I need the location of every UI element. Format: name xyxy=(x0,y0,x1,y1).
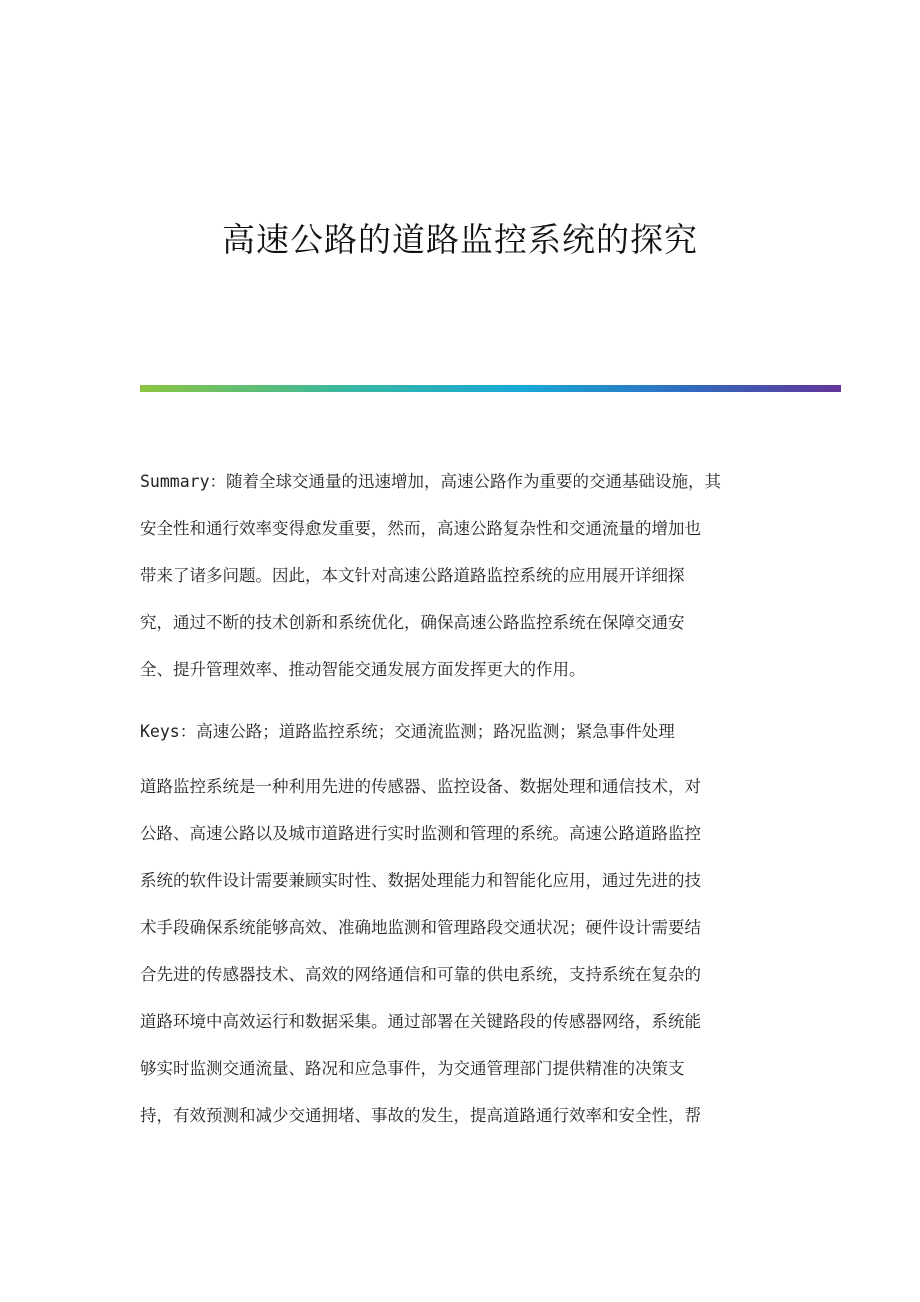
summary-text: 随着全球交通量的迅速增加，高速公路作为重要的交通基础设施，其 xyxy=(226,472,722,491)
document-title: 高速公路的道路监控系统的探究 xyxy=(222,220,698,259)
summary-line: 究，通过不断的技术创新和系统优化，确保高速公路监控系统在保障交通安 xyxy=(140,613,685,632)
summary-section xyxy=(140,468,785,703)
body-line: 合先进的传感器技术、高效的网络通信和可靠的供电系统，支持系统在复杂的 xyxy=(140,965,701,984)
body-line: 道路监控系统是一种利用先进的传感器、监控设备、数据处理和通信技术，对 xyxy=(140,777,701,796)
body-line: 持，有效预测和减少交通拥堵、事故的发生，提高道路通行效率和安全性，帮 xyxy=(140,1106,701,1125)
keys-line xyxy=(140,718,785,765)
summary-line: 全、提升管理效率、推动智能交通发展方面发挥更大的作用。 xyxy=(140,660,586,679)
keys-label: Keys： xyxy=(140,722,197,741)
summary-line xyxy=(140,468,785,515)
body-line: 道路环境中高效运行和数据采集。通过部署在关键路段的传感器网络，系统能 xyxy=(140,1012,701,1031)
keys-section xyxy=(140,718,785,765)
summary-line: 安全性和通行效率变得愈发重要，然而，高速公路复杂性和交通流量的增加也 xyxy=(140,519,701,538)
summary-label: Summary： xyxy=(140,472,227,491)
body-line: 够实时监测交通流量、路况和应急事件，为交通管理部门提供精准的决策支 xyxy=(140,1059,685,1078)
body-line: 术手段确保系统能够高效、准确地监测和管理路段交通状况；硬件设计需要结 xyxy=(140,918,701,937)
keys-text: 高速公路；道路监控系统；交通流监测；路况监测；紧急事件处理 xyxy=(196,722,675,741)
title-divider xyxy=(140,385,841,392)
body-line: 公路、高速公路以及城市道路进行实时监测和管理的系统。高速公路道路监控 xyxy=(140,824,701,843)
summary-line: 带来了诸多问题。因此，本文针对高速公路道路监控系统的应用展开详细探 xyxy=(140,566,685,585)
body-section xyxy=(140,773,785,1149)
body-line: 系统的软件设计需要兼顾实时性、数据处理能力和智能化应用，通过先进的技 xyxy=(140,871,701,890)
